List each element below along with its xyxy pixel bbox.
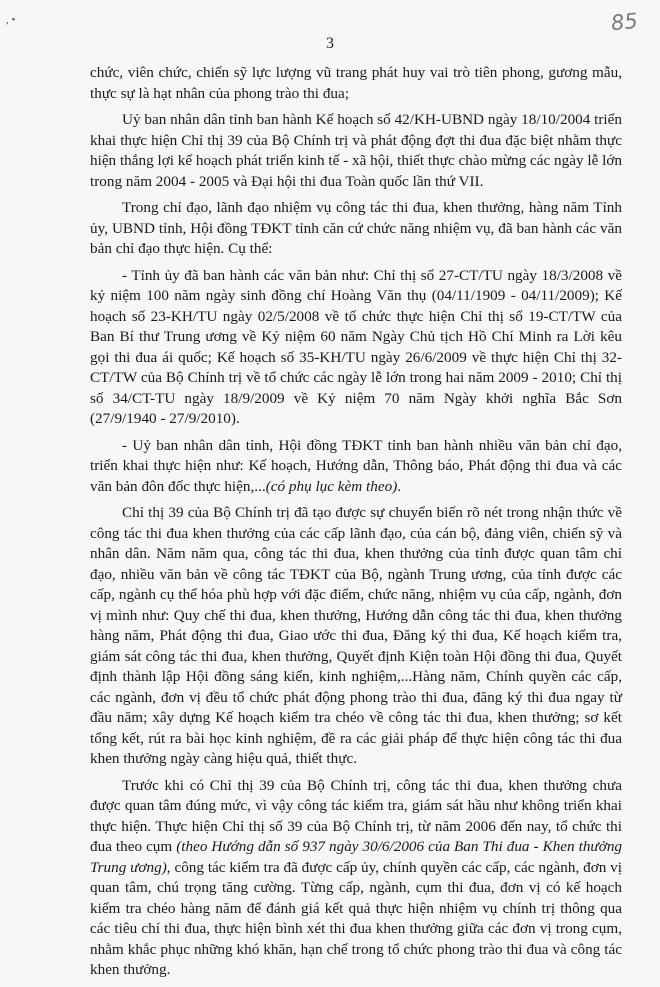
paragraph-3: Trong chỉ đạo, lãnh đạo nhiệm vụ công tác thi đua, khen thưởng, hàng năm Tỉnh ủy, UBND tỉnh, Hội đồng TĐKT tỉnh căn cứ chức năng nhiệm vụ, đã ban hành các văn bản chỉ đạo thực hiện. Cụ thể: bbox=[90, 199, 622, 257]
paragraph-7-text-b: , công tác kiểm tra đã được cấp ủy, chính quyền các cấp, các ngành, đơn vị quan tâm, chú trọng tăng cường. Từng cấp, ngành, cụm thi đua, đơn vị có kế hoạch kiểm tra chéo hàng năm để đánh giá kết quả thực hiện nhiệm vụ chính trị thông qua các tiêu chí thi đua, thực hiện bình xét thi đua khen thưởng giữa các đơn vị trong cụm, nhằm khắc phục những khó khăn, hạn chế trong tổ chức phong trào thi đua và công tác khen thưởng. bbox=[90, 858, 622, 978]
margin-mark: , • bbox=[6, 14, 16, 26]
paragraph-7 bbox=[90, 776, 622, 981]
paragraph-5-end: . bbox=[397, 477, 402, 495]
paragraph-5 bbox=[90, 436, 622, 498]
paragraph-5-text: - Uỷ ban nhân dân tỉnh, Hội đồng TĐKT tỉnh ban hành nhiều văn bản chỉ đạo, triển khai thực hiện như: Kế hoạch, Hướng dẫn, Thông báo, Phát động thi đua và các văn bản đôn đốc thực hiện,... bbox=[90, 436, 622, 495]
paragraph-1: chức, viên chức, chiến sỹ lực lượng vũ trang phát huy vai trò tiên phong, gương mẫu, thực sự là hạt nhân của phong trào thi đua; bbox=[90, 64, 622, 102]
paragraph-7-text-a: Trước khi có Chỉ thị 39 của Bộ Chính trị, công tác thi đua, khen thưởng chưa được quan tâm đúng mức, vì vậy công tác kiểm tra, giám sát hầu như không triển khai thực hiện. Thực hiện Chỉ thị số 39 của Bộ Chính trị, từ năm 2006 đến nay, tổ chức thi đua theo cụm bbox=[90, 776, 622, 855]
handwritten-page-number: 85 bbox=[610, 8, 640, 36]
paragraph-4: - Tỉnh ủy đã ban hành các văn bản như: Chỉ thị số 27-CT/TU ngày 18/3/2008 về kỷ niệm 100 năm ngày sinh đồng chí Hoàng Văn thụ (04/11/1909 - 04/11/2009); Kế hoạch số 23-KH/TU ngày 02/5/2008 về tổ chức thực hiện Chỉ thị số 19-CT/TW của Ban Bí thư Trung ương về Kỷ niệm 60 năm Ngày Chủ tịch Hồ Chí Minh ra Lời kêu gọi thi đua ái quốc; Kế hoạch số 35-KH/TU ngày 26/6/2009 về thực hiện Chỉ thị 32-CT/TW của Bộ Chính trị về tổ chức các ngày lễ lớn trong hai năm 2009 - 2010; Chỉ thị số 34/CT-TU ngày 18/9/2009 về Kỷ niệm 70 năm Ngày khởi nghĩa Bắc Sơn (27/9/1940 - 27/9/2010). bbox=[90, 266, 622, 427]
paragraph-2: Uỷ ban nhân dân tỉnh ban hành Kế hoạch số 42/KH-UBND ngày 18/10/2004 triển khai thực hiện Chỉ thị 39 của Bộ Chính trị và phát động đợt thi đua đặc biệt nhằm thực hiện thắng lợi kế hoạch phát triển kinh tế - xã hội, thiết thực chào mừng các ngày lễ lớn trong năm 2004 - 2005 và Đại hội thi đua Toàn quốc lần thứ VII. bbox=[90, 111, 622, 190]
appendix-note: (có phụ lục kèm theo) bbox=[265, 477, 398, 495]
paragraph-6: Chỉ thị 39 của Bộ Chính trị đã tạo được sự chuyển biến rõ nét trong nhận thức về công tác thi đua khen thưởng của các cấp lãnh đạo, của cán bộ, đảng viên, chiến sỹ và nhân dân. Năm năm qua, công tác thi đua, khen thưởng của tỉnh được quan tâm chỉ đạo, nhiều văn bản về công tác TĐKT của Bộ, ngành Trung ương, của tỉnh được các cấp, ngành cụ thể hóa phù hợp với đặc điểm, chức năng, nhiệm vụ của cấp, ngành, đơn vị mình như: Quy chế thi đua, khen thưởng, Hướng dẫn công tác thi đua, khen thưởng hàng năm, Phát động thi đua, Giao ước thi đua, Đăng ký thi đua, Kế hoạch kiểm tra, giám sát công tác thi đua, khen thưởng, Quyết định Kiện toàn Hội đồng thi đua, Quyết định thành lập Hội đồng sáng kiến, kinh nghiệm,...Hàng năm, Chính quyền các cấp, các ngành, đơn vị đều tổ chức phát động phong trào thi đua, đăng ký thi đua ngay từ đầu năm; xây dựng Kế hoạch kiểm tra chéo về công tác thi đua, khen thưởng; sơ kết tổng kết, rút ra bài học kinh nghiệm, đề ra các giải pháp để thực hiện công tác thi đua khen thưởng ngày càng hiệu quả, thiết thực. bbox=[90, 504, 622, 767]
page-number: 3 bbox=[326, 35, 334, 52]
guideline-reference: (theo Hướng dẫn số 937 ngày 30/6/2006 của Ban Thi đua - Khen thưởng Trung ương) bbox=[90, 838, 623, 876]
document-body bbox=[90, 63, 622, 987]
